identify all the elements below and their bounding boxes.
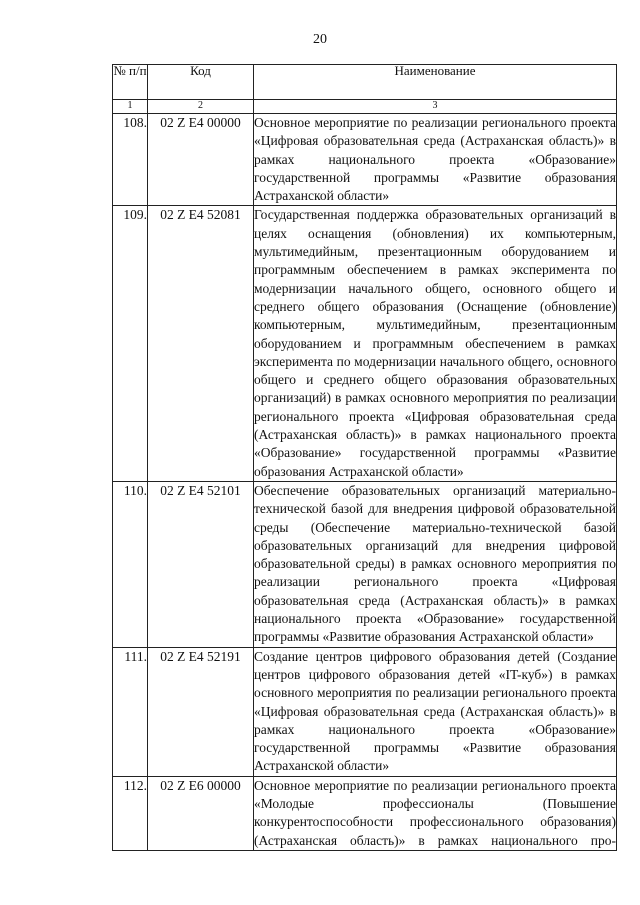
row-code: 02 Z E4 00000	[148, 114, 254, 206]
classification-table	[112, 64, 617, 851]
header-name: Наименование	[254, 65, 617, 100]
table-row	[113, 647, 617, 776]
row-number: 112.	[113, 776, 148, 850]
row-name: Обеспечение образовательных организаций материально-технической базой для внедрения цифровой образовательной среды (Обеспечение материально-технической базой образовательных организаций для внедрения цифровой образовательной среды) в рамках основного мероприятия по реализации регионального проекта «Цифровая образовательная среда (Астраханская область)» в рамках национального проекта «Образование» государственной программы «Развитие образования Астраханской области»	[254, 481, 617, 647]
table-row	[113, 114, 617, 206]
header-number: № п/п	[113, 65, 148, 100]
table-row	[113, 776, 617, 850]
row-code: 02 Z E4 52191	[148, 647, 254, 776]
row-code: 02 Z E6 00000	[148, 776, 254, 850]
row-number: 109.	[113, 206, 148, 481]
row-code: 02 Z E4 52081	[148, 206, 254, 481]
page-number: 20	[313, 32, 327, 47]
row-number: 111.	[113, 647, 148, 776]
row-name: Государственная поддержка образовательных организаций в целях оснащения (обновления) их компьютерным, мультимедийным, презентационным оборудованием и программным обеспечением в рамках эксперимента по модернизации начального общего, основного общего и среднего общего образования (Оснащение (обновление) компьютерным, мультимедийным, презентационным оборудованием и программным обеспечением в рамках эксперимента по модернизации начального общего, основного общего и среднего общего образования образовательных организаций) в рамках основного мероприятия по реализации регионального проекта «Цифровая образовательная среда (Астраханская область)» в рамках национального проекта «Образование» государственной программы «Развитие образования Астраханской области»	[254, 206, 617, 481]
table-row	[113, 481, 617, 647]
header-code: Код	[148, 65, 254, 100]
table-row	[113, 206, 617, 481]
table-header-row	[113, 65, 617, 100]
column-index: 3	[254, 100, 617, 114]
row-number: 108.	[113, 114, 148, 206]
row-name: Основное мероприятие по реализации регионального проекта «Молодые профессионалы (Повышение конкурентоспособности профессионального образования) (Астраханская область)» в рамках национального про-	[254, 776, 617, 850]
column-index-row	[113, 100, 617, 114]
row-name: Основное мероприятие по реализации регионального проекта «Цифровая образовательная среда (Астраханская область)» в рамках национального проекта «Образование» государственной программы «Развитие образования Астраханской области»	[254, 114, 617, 206]
row-number: 110.	[113, 481, 148, 647]
row-code: 02 Z E4 52101	[148, 481, 254, 647]
row-name: Создание центров цифрового образования детей (Создание центров цифрового образования детей «IT-куб») в рамках основного мероприятия по реализации регионального проекта «Цифровая образовательная среда (Астраханская область)» в рамках национального проекта «Образование» государственной программы «Развитие образования Астраханской области»	[254, 647, 617, 776]
column-index: 1	[113, 100, 148, 114]
column-index: 2	[148, 100, 254, 114]
